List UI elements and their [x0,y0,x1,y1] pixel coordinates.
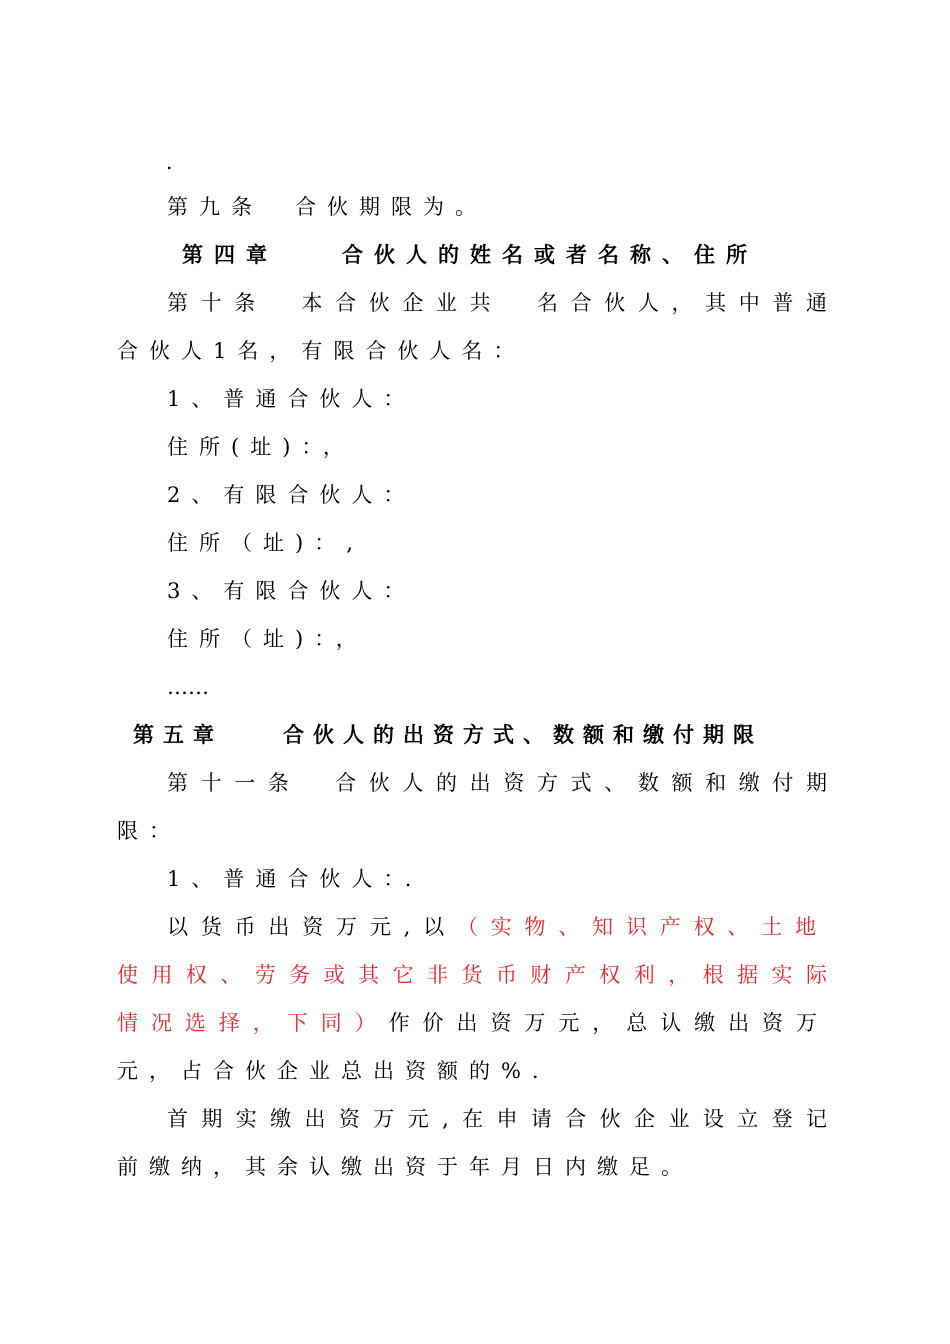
article-9: 第九条 合伙期限为。 [167,195,487,219]
general-partner-label: 1、普通合伙人：． [167,867,437,891]
partner-2-label: 2、有限合伙人： [167,483,416,507]
partner-2-address: 住所（址)：, [167,531,364,555]
article-10-line-1: 第十条 本合伙企业共 名合伙人，其中普通 [167,291,827,315]
contribution-line-1 [167,912,827,942]
partner-3-address: 住所（址)：， [167,627,368,651]
noncash-options-text: （实物、知识产权、土地 [456,915,827,939]
contribution-line-4: 元，占合伙企业总出资额的%． [117,1059,564,1083]
partner-1-label: 1、普通合伙人： [167,387,416,411]
chapter-5-heading: 第五章 合伙人的出资方式、数额和缴付期限 [133,723,763,747]
first-payment-line-1: 首期实缴出资万元,在申请合伙企业设立登记 [167,1107,827,1131]
first-payment-line-2: 前缴纳，其余认缴出资于年月日内缴足。 [117,1155,693,1179]
stray-dot: . [166,150,173,174]
article-11-line-2: 限： [117,819,181,843]
article-10-line-2: 合伙人1名，有限合伙人名： [117,339,526,363]
valuation-text: 作价出资万元，总认缴出资万 [388,1011,828,1035]
contribution-line-2: 使用权、劳务或其它非货币财产权利，根据实际 [117,963,827,987]
chapter-4-heading: 第四章 合伙人的姓名或者名称、住所 [182,243,758,267]
contribution-line-3 [117,1008,827,1038]
article-11-line-1: 第十一条 合伙人的出资方式、数额和缴付期 [167,771,827,795]
ellipsis: …… [167,675,209,699]
partner-3-label: 3、有限合伙人： [167,579,416,603]
partner-1-address: 住所(址)：， [167,435,355,459]
contribution-text: 以货币出资万元,以 [167,915,457,939]
select-note-text: 情况选择，下同） [117,1011,389,1035]
